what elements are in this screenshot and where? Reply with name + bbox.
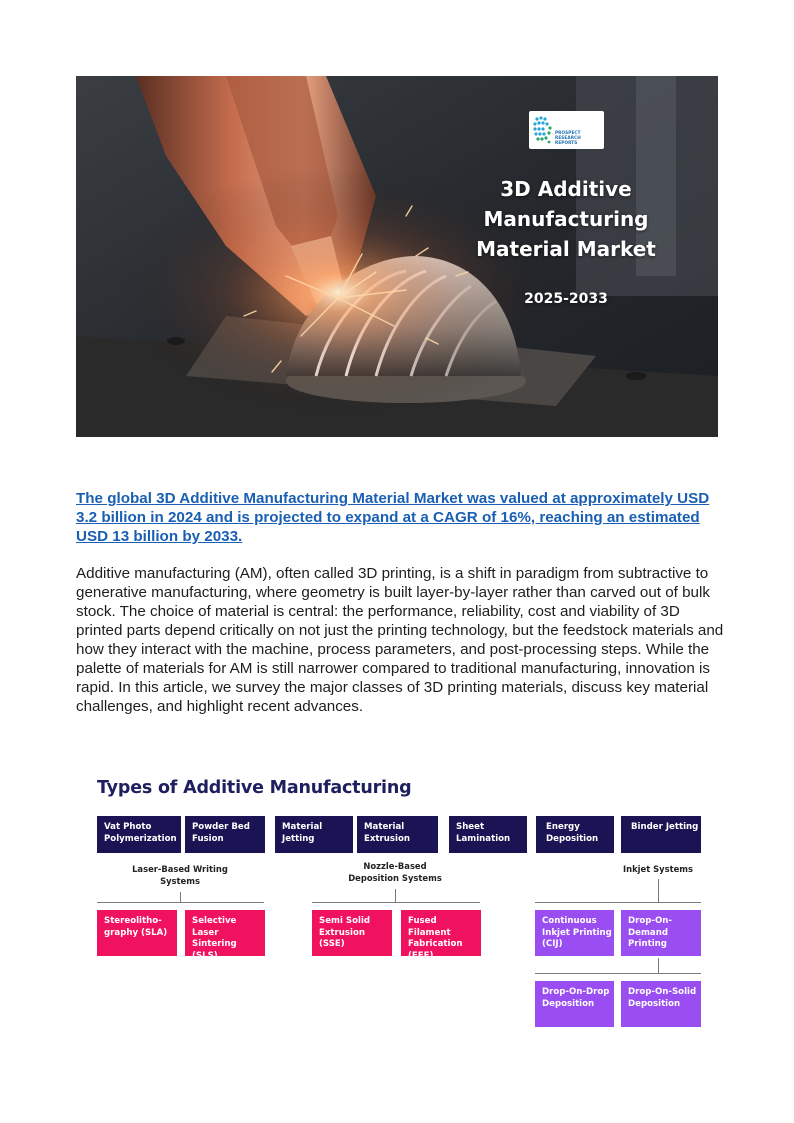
box-drop-on-drop: Drop-On-Drop Deposition	[535, 981, 614, 1027]
connector-line	[312, 902, 480, 903]
box-sheet-lamination: Sheet Lamination	[449, 816, 527, 853]
body-paragraph: Additive manufacturing (AM), often called 3D printing, is a shift in paradigm from subtractive to generative manufacturing, where geometry is built layer-by-layer rather than carved out of bulk stock. The choice of material is central: the performance, reliability, cost and viability of 3D printed parts depend critically on not just the printing technology, but the feedstock materials and how they interact with the machine, process parameters, and post-processing steps. While the palette of materials for AM is still narrower compared to traditional manufacturing, innovation is rapid. In this article, we survey the major classes of 3D printing materials, discuss key material challenges, and highlight recent advances.	[76, 565, 724, 715]
group-label-laser-based: Laser-Based Writing Systems	[132, 864, 228, 886]
box-sla: Stereolitho-graphy (SLA)	[97, 910, 177, 956]
connector-line	[395, 889, 396, 902]
connector-line	[535, 902, 701, 903]
box-cij: Continuous Inkjet Printing (CIJ)	[535, 910, 614, 956]
hero-banner	[76, 76, 718, 437]
box-sse: Semi Solid Extrusion (SSE)	[312, 910, 392, 956]
box-vat-photo-polymerization: Vat Photo Polymerization	[97, 816, 181, 853]
box-energy-deposition: Energy Deposition	[536, 816, 614, 853]
box-binder-jetting: Binder Jetting	[621, 816, 701, 853]
box-powder-bed-fusion: Powder Bed Fusion	[185, 816, 265, 853]
diagram-title: Types of Additive Manufacturing	[97, 778, 412, 798]
hero-title: 3D Additive Manufacturing Material Market	[476, 177, 656, 261]
globe-logo-icon	[531, 113, 555, 147]
group-label-inkjet: Inkjet Systems	[623, 864, 693, 874]
box-fff: Fused Filament Fabrication (FFF)	[401, 910, 481, 956]
group-label-nozzle-based: Nozzle-Based Deposition Systems	[348, 861, 442, 883]
market-headline-link[interactable]: The global 3D Additive Manufacturing Material Market was valued at approximately USD 3.2 billion in 2024 and is projected to expand at a CAGR of 16%, reaching an estimated USD 13 billion by 2033.	[76, 490, 710, 545]
box-material-extrusion: Material Extrusion	[357, 816, 438, 853]
company-logo	[529, 111, 604, 149]
connector-line	[535, 973, 701, 974]
hero-years: 2025-2033	[524, 291, 608, 307]
connector-line	[97, 902, 264, 903]
logo-text: PROSPECT RESEARCH REPORTS	[555, 130, 581, 145]
connector-line	[180, 892, 181, 902]
connector-line	[658, 958, 659, 973]
box-drop-on-demand: Drop-On-Demand Printing	[621, 910, 701, 956]
box-material-jetting: Material Jetting	[275, 816, 353, 853]
box-drop-on-solid: Drop-On-Solid Deposition	[621, 981, 701, 1027]
connector-line	[658, 879, 659, 902]
box-sls: Selective Laser Sintering (SLS)	[185, 910, 265, 956]
